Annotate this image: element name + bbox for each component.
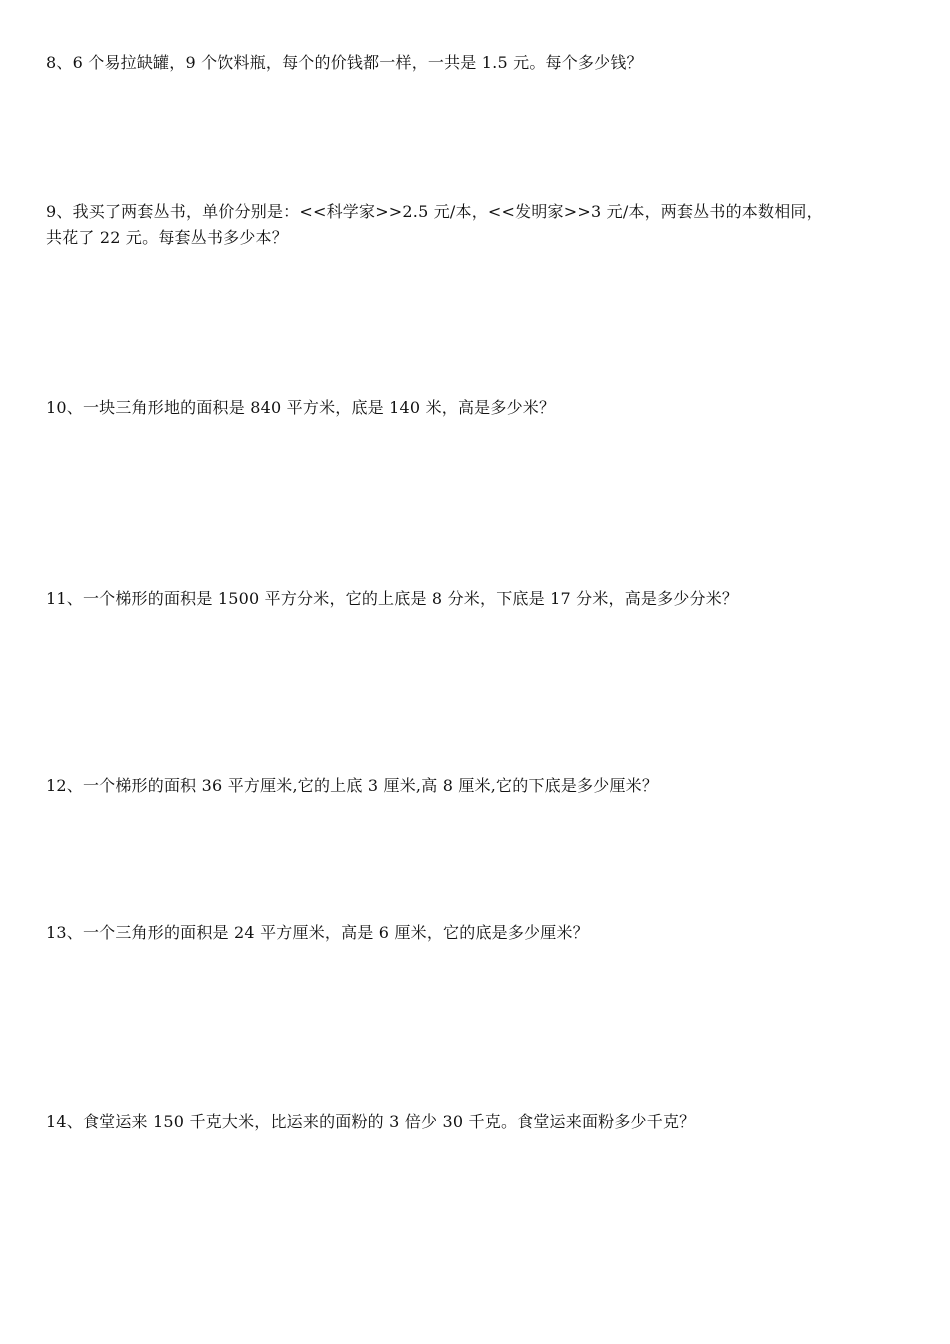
problem-text: 9、我买了两套丛书，单价分别是：<<科学家>>2.5 元/本，<<发明家>>3 元/本，两套丛书的本数相同，: [46, 202, 823, 221]
problem-12: [46, 773, 904, 799]
problem-text: 13、一个三角形的面积是 24 平方厘米，高是 6 厘米，它的底是多少厘米？: [46, 923, 589, 942]
problem-text: 12、一个梯形的面积 36 平方厘米,它的上底 3 厘米,高 8 厘米,它的下底是多少厘米？: [46, 776, 659, 795]
problem-text: 14、食堂运来 150 千克大米，比运来的面粉的 3 倍少 30 千克。食堂运来面粉多少千克？: [46, 1112, 696, 1131]
problem-13: [46, 920, 904, 946]
problem-14: [46, 1109, 904, 1135]
problem-10: [46, 395, 904, 421]
problem-8: [46, 50, 904, 76]
problem-text: 11、一个梯形的面积是 1500 平方分米，它的上底是 8 分米，下底是 17 分米，高是多少分米？: [46, 589, 739, 608]
problem-text: 8、6 个易拉缺罐，9 个饮料瓶，每个的价钱都一样，一共是 1.5 元。每个多少钱？: [46, 53, 643, 72]
problem-text: 10、一块三角形地的面积是 840 平方米，底是 140 米，高是多少米？: [46, 398, 556, 417]
problem-11: [46, 586, 904, 612]
problem-text-continued: 共花了 22 元。每套丛书多少本？: [46, 228, 288, 247]
problem-9: [46, 199, 904, 251]
